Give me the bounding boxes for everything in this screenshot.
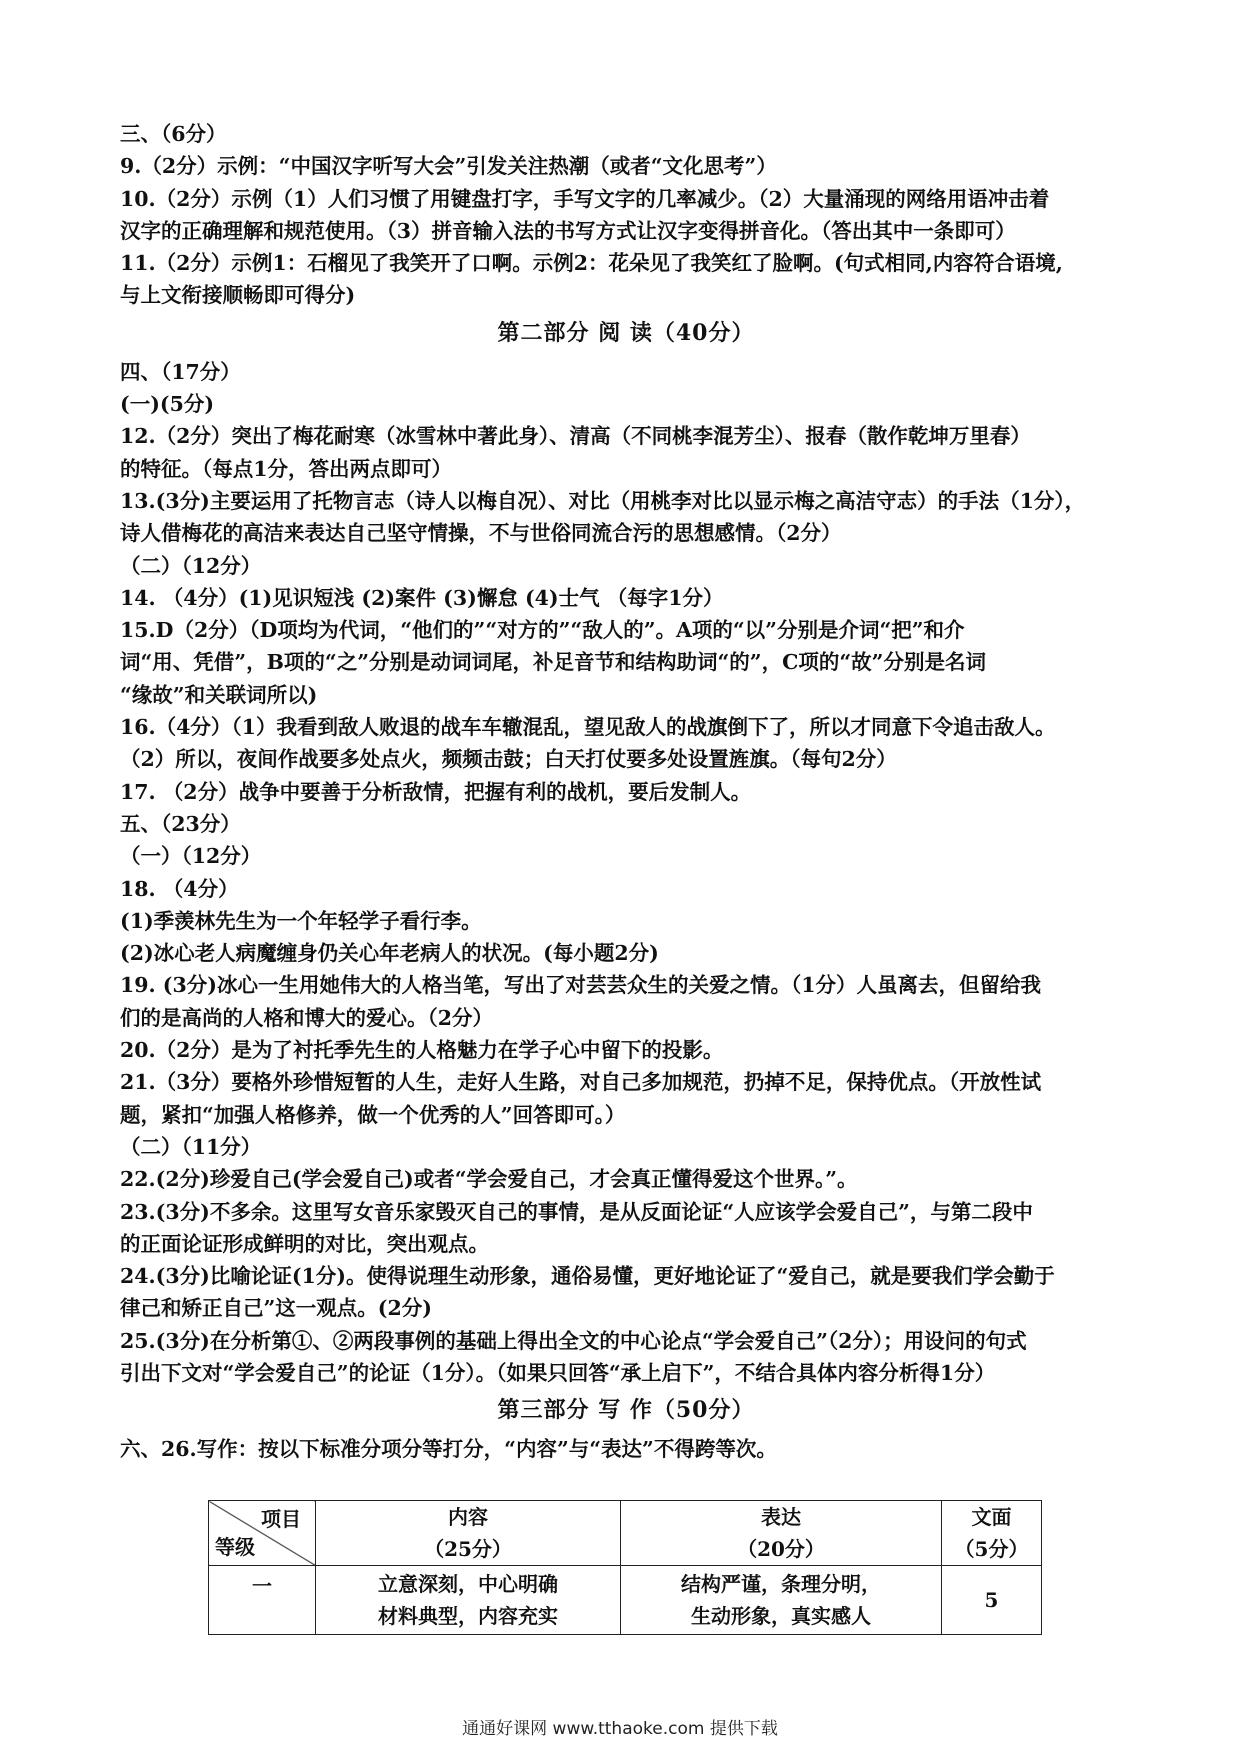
text-line: 四、（17分）	[120, 359, 241, 384]
col-layout-score: （5分）	[954, 1537, 1029, 1561]
text-line: 24.(3分)比喻论证(1分)。使得说理生动形象，通俗易懂，更好地论证了“爱自己，就是要我们学会勤于	[120, 1264, 1055, 1289]
col-content-header	[316, 1501, 621, 1566]
text-line: (1)季羡林先生为一个年轻学子看行李。	[120, 908, 482, 933]
text-line: 25.(3分)在分析第①、②两段事例的基础上得出全文的中心论点“学会爱自己”（2分）；用设问的句式	[120, 1328, 1027, 1353]
text-line: 题，紧扣“加强人格修养，做一个优秀的人”回答即可。）	[120, 1102, 626, 1127]
part2-lines	[120, 356, 1132, 1390]
text-line: 诗人借梅花的高洁来表达自己坚守情操，不与世俗同流合污的思想感情。（2分）	[120, 521, 842, 546]
text-line: 19. (3分)冰心一生用她伟大的人格当笔，写出了对芸芸众生的关爱之情。（1分）人虽离去，但留给我	[120, 973, 1041, 998]
text-line: 18. （4分）	[120, 876, 239, 901]
text-line: 与上文衔接顺畅即可得分)	[120, 283, 356, 308]
col-layout-name: 文面	[971, 1505, 1012, 1529]
col-expression-score: （20分）	[737, 1537, 825, 1561]
text-line: 22.(2分)珍爱自己(学会爱自己)或者“学会爱自己，才会真正懂得爱这个世界。”。	[120, 1167, 858, 1192]
section3-title: 第三部分 写 作（50分）	[497, 1397, 755, 1424]
text-line: 五、（23分）	[120, 811, 241, 836]
answer-content	[120, 118, 1132, 1466]
text-line: （2）所以，夜间作战要多处点火，频频击鼓；白天打仗要多处设置旌旗。（每句2分）	[120, 747, 897, 772]
section2-title: 第二部分 阅 读（40分）	[497, 319, 755, 346]
text-line: 21.（3分）要格外珍惜短暂的人生，走好人生路，对自己多加规范，扔掉不足，保持优点。（开放性试	[120, 1070, 1042, 1095]
row-score-cell: 5	[942, 1566, 1042, 1635]
text-line: 20.（2分）是为了衬托季先生的人格魅力在学子心中留下的投影。	[120, 1038, 724, 1063]
text-line: 们的是高尚的人格和博大的爱心。（2分）	[120, 1005, 494, 1030]
table-row	[209, 1566, 1042, 1635]
text-line: 23.(3分)不多余。这里写女音乐家毁灭自己的事情，是从反面论证“人应该学会爱自己”，与第二段中	[120, 1199, 1033, 1224]
col-expression-name: 表达	[761, 1505, 801, 1529]
text-line: 9.（2分）示例：“中国汉字听写大会”引发关注热潮（或者“文化思考”）	[120, 154, 777, 179]
text-line: 11.（2分）示例1：石榴见了我笑开了口啊。示例2：花朵见了我笑红了脸啊。(句式相同,内容符合语境,	[120, 251, 1063, 276]
text-line: (一)(5分)	[120, 392, 215, 417]
text-line: 10.（2分）示例（1）人们习惯了用键盘打字，手写文字的几率减少。（2）大量涌现的网络用语冲击着	[120, 186, 1050, 211]
col-content-name: 内容	[448, 1505, 488, 1529]
row-content-line: 立意深刻，中心明确	[378, 1572, 558, 1596]
text-line: 14. （4分）(1)见识短浅 (2)案件 (3)懈怠 (4)士气 （每字1分）	[120, 585, 724, 610]
text-line: “缘故”和关联词所以)	[120, 682, 318, 707]
text-line: 的正面论证形成鲜明的对比，突出观点。	[120, 1231, 489, 1256]
text-line: (2)冰心老人病魔缠身仍关心年老病人的状况。(每小题2分)	[120, 941, 659, 966]
text-line: （一）（12分）	[120, 844, 262, 869]
text-line: （二）（12分）	[120, 553, 262, 578]
table-header-row	[209, 1501, 1042, 1566]
corner-top-label: 项目	[261, 1507, 301, 1531]
text-line: 13.(3分)主要运用了托物言志（诗人以梅自况）、对比（用桃李对比以显示梅之高洁守志）的手法（1分），	[120, 488, 1086, 513]
row-content-cell	[316, 1566, 621, 1635]
writing-intro: 六、26.写作：按以下标准分项分等打分，“内容”与“表达”不得跨等次。	[120, 1437, 777, 1462]
text-line: 的特征。（每点1分，答出两点即可）	[120, 456, 453, 481]
part1-lines	[120, 118, 1132, 312]
row-expression-cell	[621, 1566, 942, 1635]
text-line: 16.（4分）（1）我看到敌人败退的战车车辙混乱，望见敌人的战旗倒下了，所以才同意下令追击敌人。	[120, 715, 1056, 740]
row-expression-line: 生动形象，真实感人	[691, 1604, 871, 1628]
text-line: 17. （2分）战争中要善于分析敌情，把握有利的战机，要后发制人。	[120, 779, 752, 804]
text-line: 汉字的正确理解和规范使用。（3）拼音输入法的书写方式让汉字变得拼音化。（答出其中一条即可）	[120, 218, 1016, 243]
page-footer: 通通好课网 www.tthaoke.com 提供下载	[462, 1719, 778, 1739]
row-expression-line: 结构严谨，条理分明，	[681, 1572, 881, 1596]
grading-table	[208, 1500, 1042, 1635]
text-line: 12.（2分）突出了梅花耐寒（冰雪林中著此身）、清高（不同桃李混芳尘）、报春（散作乾坤万里春）	[120, 424, 1031, 449]
corner-bottom-label: 等级	[215, 1535, 255, 1559]
table-corner-cell	[209, 1501, 316, 1566]
row-content-line: 材料典型，内容充实	[378, 1604, 558, 1628]
col-expression-header	[621, 1501, 942, 1566]
row-level-cell: 一	[209, 1566, 316, 1635]
col-content-score: （25分）	[424, 1537, 512, 1561]
text-line: 引出下文对“学会爱自己”的论证（1分）。（如果只回答“承上启下”，不结合具体内容分析得1分）	[120, 1360, 996, 1385]
text-line: （二）（11分）	[120, 1134, 262, 1159]
text-line: 词“用、凭借”，B项的“之”分别是动词词尾，补足音节和结构助词“的”，C项的“故”分别是名词	[120, 650, 986, 675]
text-line: 15.D（2分）（D项均为代词，“他们的”“对方的”“敌人的”。A项的“以”分别是介词“把”和介	[120, 618, 965, 643]
text-line: 三、（6分）	[120, 122, 227, 146]
text-line: 律己和矫正自己”这一观点。(2分)	[120, 1296, 432, 1321]
col-layout-header	[942, 1501, 1042, 1566]
